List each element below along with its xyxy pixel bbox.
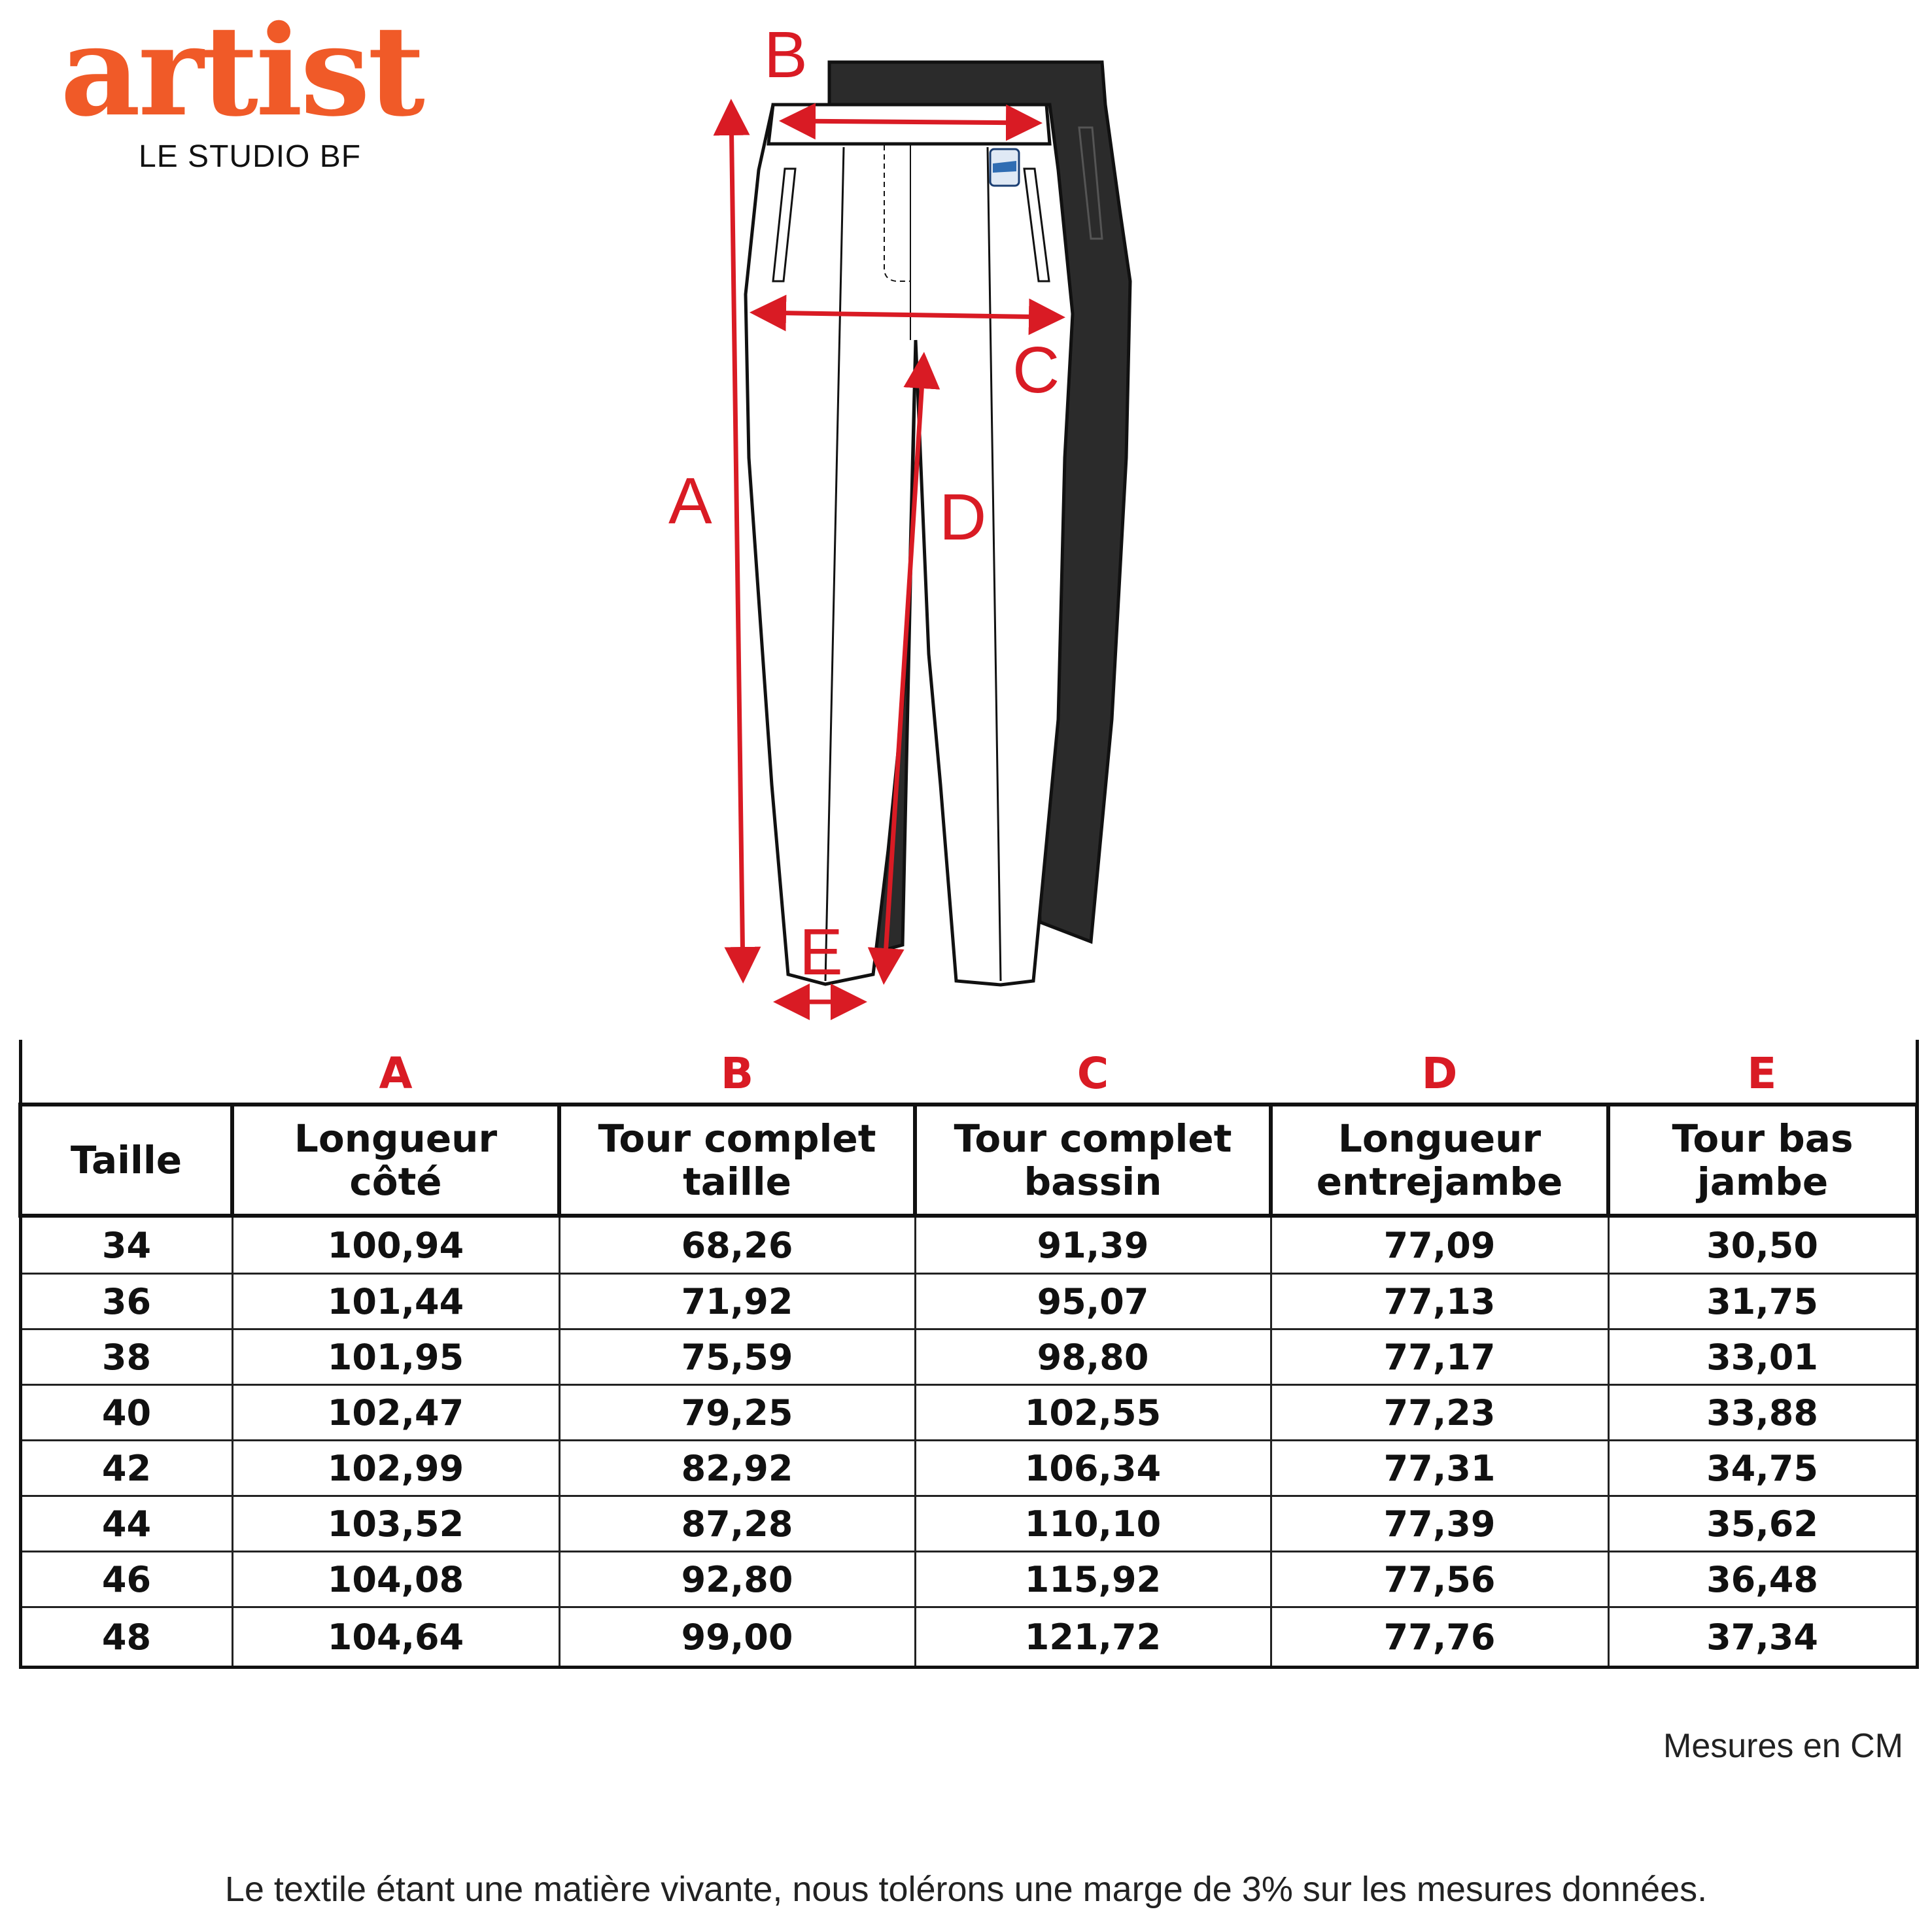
table-row (20, 1274, 1917, 1329)
table-cell: 101,44 (232, 1274, 559, 1329)
table-cell: 92,80 (559, 1552, 915, 1607)
header-tour-bas-jambe: Tour bas jambe (1608, 1105, 1917, 1216)
table-cell: 37,34 (1608, 1607, 1917, 1668)
table-row (20, 1552, 1917, 1607)
header-longueur-cote: Longueur côté (232, 1105, 559, 1216)
brand-tagline: LE STUDIO BF (139, 139, 362, 174)
table-cell: 95,07 (915, 1274, 1271, 1329)
letter-e: E (1747, 1048, 1777, 1099)
letter-c: C (1077, 1048, 1109, 1099)
table-cell: 102,99 (232, 1441, 559, 1496)
table-cell: 77,76 (1271, 1607, 1608, 1668)
table-cell: 102,55 (915, 1385, 1271, 1441)
table-cell: 34 (20, 1216, 232, 1274)
table-cell: 99,00 (559, 1607, 915, 1668)
letter-taille (20, 1040, 232, 1105)
table-cell: 77,13 (1271, 1274, 1608, 1329)
table-row (20, 1329, 1917, 1385)
table-cell: 101,95 (232, 1329, 559, 1385)
label-e: E (799, 916, 843, 989)
table-cell: 71,92 (559, 1274, 915, 1329)
table-cell: 40 (20, 1385, 232, 1441)
label-a: A (668, 464, 712, 538)
table-row (20, 1441, 1917, 1496)
label-b: B (764, 18, 808, 92)
table-cell: 91,39 (915, 1216, 1271, 1274)
table-cell: 87,28 (559, 1496, 915, 1552)
table-cell: 115,92 (915, 1552, 1271, 1607)
table-row (20, 1216, 1917, 1274)
header-tour-bassin: Tour complet bassin (915, 1105, 1271, 1216)
header-entrejambe: Longueur entrejambe (1271, 1105, 1608, 1216)
table-cell: 75,59 (559, 1329, 915, 1385)
table-cell: 79,25 (559, 1385, 915, 1441)
table-cell: 68,26 (559, 1216, 915, 1274)
tolerance-disclaimer: Le textile étant une matière vivante, nous tolérons une marge de 3% sur les mesures données. (224, 1870, 1708, 1909)
table-cell: 104,08 (232, 1552, 559, 1607)
table-cell: 33,88 (1608, 1385, 1917, 1441)
table-cell: 31,75 (1608, 1274, 1917, 1329)
table-cell: 104,64 (232, 1607, 559, 1668)
table-cell: 36,48 (1608, 1552, 1917, 1607)
arrow-b (788, 121, 1033, 123)
table-cell: 42 (20, 1441, 232, 1496)
table-row (20, 1385, 1917, 1441)
label-c: C (1012, 334, 1060, 407)
table-cell: 77,17 (1271, 1329, 1608, 1385)
header-row (20, 1105, 1917, 1216)
table-cell: 33,01 (1608, 1329, 1917, 1385)
table-cell: 77,09 (1271, 1216, 1608, 1274)
letter-d: D (1421, 1048, 1458, 1099)
label-d: D (939, 481, 987, 554)
table-row (20, 1607, 1917, 1668)
letter-a: A (379, 1048, 413, 1099)
table-cell: 98,80 (915, 1329, 1271, 1385)
arrow-a (731, 108, 743, 974)
table-cell: 110,10 (915, 1496, 1271, 1552)
table-cell: 35,62 (1608, 1496, 1917, 1552)
brand-name: artist (60, 0, 423, 144)
header-taille: Taille (20, 1105, 232, 1216)
letter-row (20, 1040, 1917, 1105)
table-cell: 82,92 (559, 1441, 915, 1496)
table-cell: 102,47 (232, 1385, 559, 1441)
table-cell: 38 (20, 1329, 232, 1385)
table-cell: 44 (20, 1496, 232, 1552)
units-note: Mesures en CM (1663, 1727, 1903, 1765)
header-tour-taille: Tour complet taille (559, 1105, 915, 1216)
table-cell: 77,23 (1271, 1385, 1608, 1441)
table-cell: 106,34 (915, 1441, 1271, 1496)
table-cell: 100,94 (232, 1216, 559, 1274)
front-trouser-shape (746, 105, 1073, 985)
table-cell: 77,39 (1271, 1496, 1608, 1552)
table-cell: 46 (20, 1552, 232, 1607)
table-cell: 48 (20, 1607, 232, 1668)
table-cell: 77,56 (1271, 1552, 1608, 1607)
table-cell: 103,52 (232, 1496, 559, 1552)
table-cell: 36 (20, 1274, 232, 1329)
table-cell: 30,50 (1608, 1216, 1917, 1274)
size-chart-table (18, 1040, 1915, 1669)
table-cell: 121,72 (915, 1607, 1271, 1668)
table-cell: 77,31 (1271, 1441, 1608, 1496)
letter-b: B (720, 1048, 754, 1099)
table-row (20, 1496, 1917, 1552)
table-cell: 34,75 (1608, 1441, 1917, 1496)
